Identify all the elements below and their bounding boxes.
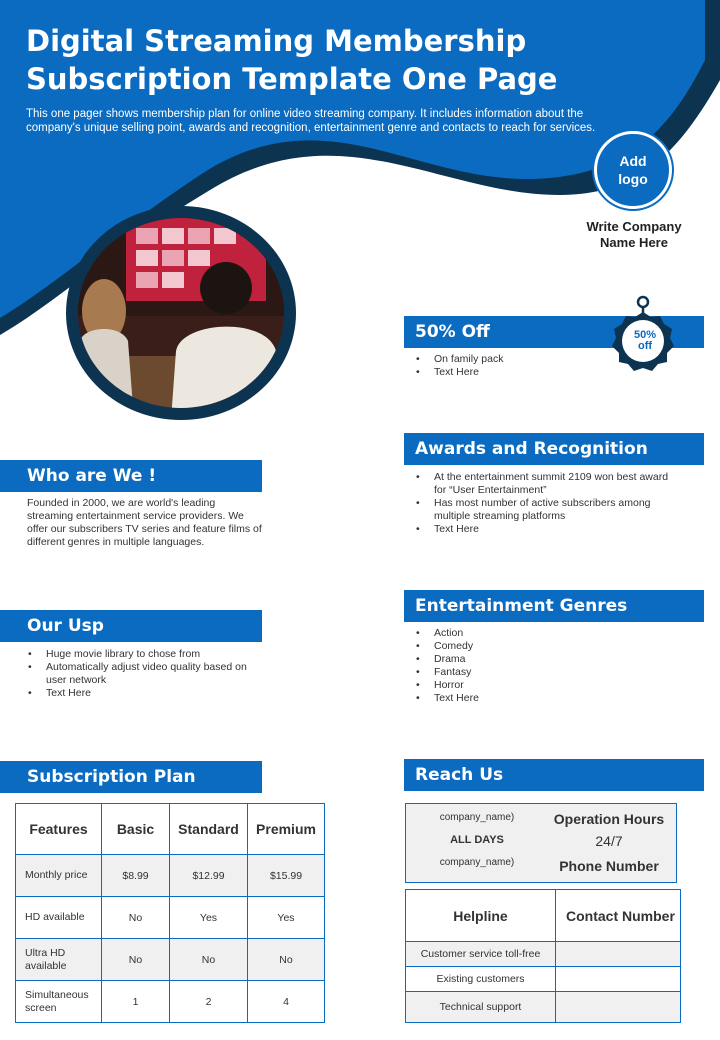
table-cell: 4 [248,981,325,1023]
list-item: • On family pack [414,353,594,366]
reach-heading: Reach Us [404,759,704,791]
table-cell: Monthly price [16,855,102,897]
table-cell: Existing customers [406,967,556,992]
plan-heading: Subscription Plan [0,761,262,793]
table-cell: $12.99 [170,855,248,897]
who-heading: Who are We ! [0,460,262,492]
discount-badge-text: 50% off [633,329,657,352]
helpline-table [405,889,681,1023]
table-cell [556,992,681,1023]
table-cell: Yes [170,897,248,939]
table-cell: $8.99 [102,855,170,897]
list-item: • Huge movie library to chose from [26,648,262,661]
table-cell: $15.99 [248,855,325,897]
table-cell: HD available [16,897,102,939]
genres-heading: Entertainment Genres [404,590,704,622]
list-item: • Text Here [414,366,594,379]
usp-heading: Our Usp [0,610,262,642]
column-header: Helpline [406,890,556,942]
column-header: Features [16,804,102,855]
awards-heading: Awards and Recognition [404,433,704,465]
table-cell: Ultra HD available [16,939,102,981]
company-name: Write Company Name Here [586,219,682,250]
operation-hours-value: 24/7 [595,833,623,849]
table-header-row [16,804,325,855]
company-name-field: company_name) [439,812,515,823]
subscription-table [15,803,325,1023]
list-item: • Action [414,627,614,640]
page-title: Digital Streaming Membership Subscription Template One Page [26,24,558,96]
awards-list [414,471,674,536]
table-row [16,981,325,1023]
list-item: • Comedy [414,640,614,653]
list-item: • At the entertainment summit 2109 won best award for “User Entertainment” [414,471,674,497]
operation-box [405,803,677,883]
table-cell [556,967,681,992]
table-cell: Simultaneous screen [16,981,102,1023]
table-cell: Yes [248,897,325,939]
offer-list [414,353,594,379]
genres-list [414,627,614,705]
company-name-field: company_name) [439,857,515,868]
usp-list [26,648,262,700]
logo-placeholder: Add logo [594,131,672,209]
list-item: • Automatically adjust video quality based on user network [26,661,262,687]
table-row [406,992,681,1023]
table-cell: Technical support [406,992,556,1023]
table-cell: 2 [170,981,248,1023]
column-header: Standard [170,804,248,855]
column-header: Basic [102,804,170,855]
table-cell: Customer service toll-free [406,942,556,967]
list-item: • Drama [414,653,614,666]
column-header: Premium [248,804,325,855]
table-row [16,939,325,981]
list-item: • Text Here [26,687,262,700]
operation-hours-label: Operation Hours [553,811,665,827]
list-item: • Fantasy [414,666,614,679]
table-row [16,855,325,897]
streaming-photo [66,206,296,420]
who-text: Founded in 2000, we are world's leading streaming entertainment service providers. We offer our subscribers TV series and feature films of different genres in multiple languages. [27,497,262,548]
table-row [406,967,681,992]
list-item: • Text Here [414,692,614,705]
all-days-label: ALL DAYS [450,834,504,846]
offer-heading: 50% Off [404,316,704,348]
list-item: • Has most number of active subscribers among multiple streaming platforms [414,497,674,523]
phone-number-label: Phone Number [559,858,659,874]
table-row [406,942,681,967]
list-item: • Horror [414,679,614,692]
table-cell: No [248,939,325,981]
intro-text: This one pager shows membership plan for online video streaming company. It includes information about the company's unique selling point, awards and recognition, entertainment genre and contacts to reach for services. [26,108,596,134]
table-cell: 1 [102,981,170,1023]
table-cell: No [102,897,170,939]
table-cell [556,942,681,967]
table-row [16,897,325,939]
list-item: • Text Here [414,523,674,536]
table-cell: No [102,939,170,981]
table-cell: No [170,939,248,981]
column-header: Contact Number [556,890,681,942]
table-header-row [406,890,681,942]
